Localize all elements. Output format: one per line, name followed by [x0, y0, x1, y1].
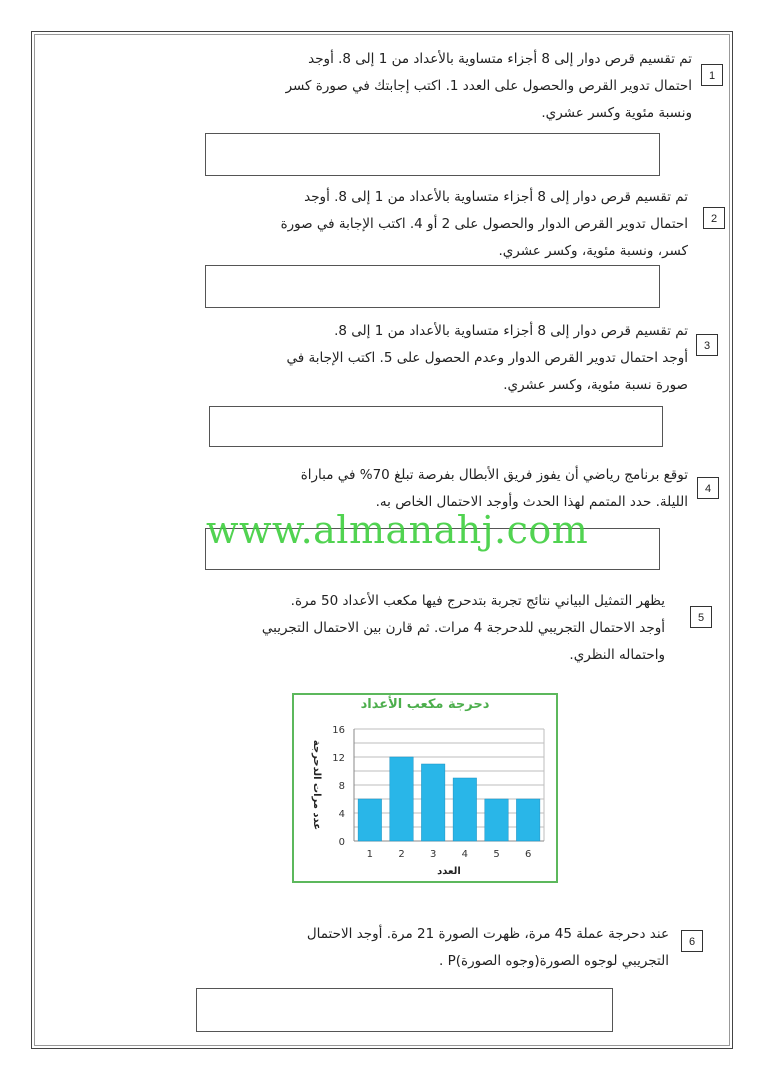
- answer-box-2[interactable]: [205, 265, 660, 308]
- x-tick-label: 3: [429, 849, 437, 860]
- bar-6: [516, 799, 539, 841]
- y-tick-label: 0: [338, 837, 345, 848]
- x-tick-label: 4: [461, 849, 469, 860]
- answer-box-6[interactable]: [196, 988, 613, 1032]
- question-text-1: [286, 46, 692, 127]
- bar-3: [421, 764, 444, 841]
- question-3-line-1: تم تقسيم قرص دوار إلى 8 أجزاء متساوية بالأعداد من 1 إلى 8.: [334, 323, 688, 339]
- question-number-4: 4: [697, 477, 719, 499]
- question-6-line-1: عند دحرجة عملة 45 مرة، ظهرت الصورة 21 مرة. أوجد الاحتمال: [306, 926, 669, 942]
- question-1-line-2: احتمال تدوير القرص والحصول على العدد 1. اكتب إجابتك في صورة كسر: [285, 78, 692, 94]
- y-tick-label: 4: [338, 809, 345, 820]
- bar-4: [453, 778, 476, 841]
- answer-box-3[interactable]: [209, 406, 663, 447]
- x-tick-label: 6: [524, 849, 532, 860]
- question-number-1: 1: [701, 64, 723, 86]
- question-2-line-2: احتمال تدوير القرص الدوار والحصول على 2 أو 4. اكتب الإجابة في صورة: [280, 216, 688, 232]
- question-1-line-1: تم تقسيم قرص دوار إلى 8 أجزاء متساوية بالأعداد من 1 إلى 8. أوجد: [308, 51, 692, 67]
- x-tick-label: 1: [366, 849, 374, 860]
- question-4-line-1: توقع برنامج رياضي أن يفوز فريق الأبطال بفرصة تبلغ 70% في مباراة: [300, 467, 688, 483]
- question-number-2: 2: [703, 207, 725, 229]
- question-4-line-2: الليلة. حدد المتمم لهذا الحدث وأوجد الاحتمال الخاص به.: [375, 494, 688, 510]
- x-axis-label: العدد: [437, 866, 461, 877]
- y-tick-label: 8: [338, 781, 345, 792]
- bar-1: [358, 799, 381, 841]
- question-number-5: 5: [690, 606, 712, 628]
- question-number-3: 3: [696, 334, 718, 356]
- question-3-line-3: صورة نسبة مئوية، وكسر عشري.: [503, 377, 688, 393]
- question-text-6: [307, 921, 669, 975]
- chart-box: [292, 693, 558, 883]
- x-tick-label: 2: [398, 849, 405, 860]
- bar-2: [390, 757, 413, 841]
- y-tick-label: 12: [332, 753, 345, 764]
- question-1-line-3: ونسبة مئوية وكسر عشري.: [541, 105, 692, 121]
- chart-title: دحرجة مكعب الأعداد: [360, 697, 490, 712]
- question-number-6: 6: [681, 930, 703, 952]
- y-axis-label: عدد مرات الدحرجة: [311, 739, 322, 831]
- x-tick-label: 5: [493, 849, 500, 860]
- question-text-2: [281, 184, 688, 265]
- question-3-line-2: أوجد احتمال تدوير القرص الدوار وعدم الحصول على 5. اكتب الإجابة في: [286, 350, 688, 366]
- question-5-line-2: أوجد الاحتمال التجريبي للدحرجة 4 مرات. ثم قارن بين الاحتمال التجريبي: [261, 620, 665, 636]
- y-tick-label: 16: [332, 725, 345, 736]
- question-text-3: [287, 318, 688, 399]
- question-2-line-3: كسر، ونسبة مئوية، وكسر عشري.: [498, 243, 688, 259]
- answer-box-1[interactable]: [205, 133, 660, 176]
- question-6-line-2: التجريبي لوجوه الصورة(وجوه الصورة)P .: [438, 953, 669, 969]
- watermark: www.almanahj.com: [206, 508, 589, 552]
- bar-chart: [294, 695, 556, 881]
- question-2-line-1: تم تقسيم قرص دوار إلى 8 أجزاء متساوية بالأعداد من 1 إلى 8. أوجد: [304, 189, 688, 205]
- question-5-line-1: يظهر التمثيل البياني نتائج تجربة بتدحرج فيها مكعب الأعداد 50 مرة.: [290, 593, 665, 609]
- bar-5: [485, 799, 508, 841]
- question-text-5: [262, 588, 665, 669]
- question-5-line-3: واحتماله النظري.: [569, 647, 665, 663]
